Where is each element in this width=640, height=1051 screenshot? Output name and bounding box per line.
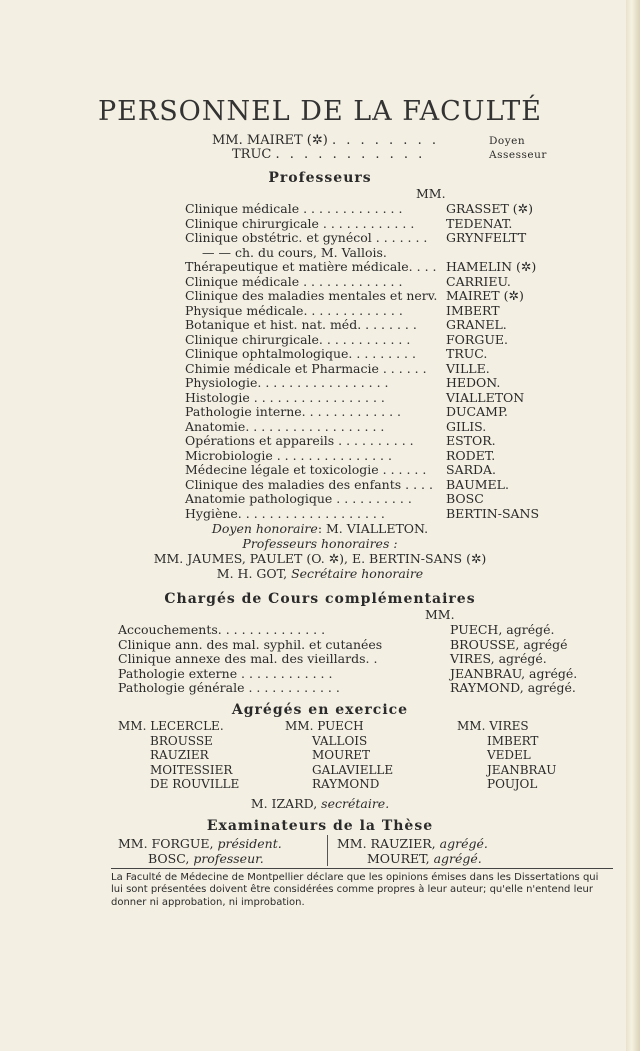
professeur-row <box>185 317 615 332</box>
professor-name: IMBERT <box>446 302 500 318</box>
examinateur-left-1 <box>118 836 282 851</box>
course-label: Pathologie générale . . . . . . . . . . . . <box>118 680 340 695</box>
professeur-row <box>185 361 615 376</box>
professeur-row <box>185 259 615 274</box>
agreges-secretaire-role: secrétaire. <box>321 796 390 811</box>
agrege-name: VALLOIS <box>312 733 368 748</box>
agrege-name: MM. PUECH <box>285 719 364 733</box>
professeurs-heading: Professeurs <box>268 170 372 186</box>
agreges-column-1 <box>118 719 239 792</box>
dean-dots: . . . . . . . . <box>331 133 439 148</box>
charges-mm: MM. <box>425 607 455 622</box>
professeurs-honoraires-label: Professeurs honoraires : <box>242 536 398 551</box>
agreges-secretaire-name: M. IZARD, <box>250 796 318 811</box>
professor-name: GRASSET (✲) <box>446 201 533 216</box>
agrege-name: DE ROUVILLE <box>150 777 240 792</box>
assessor-row <box>232 147 425 162</box>
chair-label: Histologie . . . . . . . . . . . . . . . . . <box>185 389 385 405</box>
agrege-name: JEANBRAU <box>487 762 557 777</box>
professeur-row <box>185 404 615 419</box>
secretaire-honoraire <box>0 566 640 581</box>
agreges-secretaire <box>0 796 640 811</box>
professeur-row <box>185 245 615 260</box>
professeur-row <box>185 303 615 318</box>
chair-label: Clinique médicale . . . . . . . . . . . . . <box>185 201 403 216</box>
professor-name: GRYNFELTT <box>446 230 527 245</box>
examinateur-role: président. <box>217 836 282 851</box>
professor-name: MAIRET (✲) <box>446 288 524 303</box>
professor-name: BERTIN-SANS <box>446 505 540 521</box>
charges-heading: Chargés de Cours complémentaires <box>164 591 476 607</box>
examinateur-name: MM. FORGUE, <box>118 836 214 851</box>
agrege-name: RAYMOND <box>312 777 380 792</box>
charge-row <box>118 637 628 652</box>
course-label: Accouchements. . . . . . . . . . . . . . <box>118 622 326 637</box>
professor-name: TRUC. <box>446 346 488 361</box>
examinateurs-divider <box>327 835 328 866</box>
chair-label: Clinique des maladies mentales et nerv. <box>185 288 438 303</box>
chair-label: Clinique chirurgicale . . . . . . . . . . . . <box>185 215 415 231</box>
professeur-row <box>185 462 615 477</box>
lecturer-name: JEANBRAU, agrégé. <box>450 665 578 681</box>
faculty-disclaimer: La Faculté de Médecine de Montpellier déclare que les opinions émises dans les Dissertations qui lui sont présentées doivent être considérées comme propres à leur auteur; qu'elle n'entend leur donner ni approbation, ni improbation. <box>111 872 599 908</box>
assessor-role: Assesseur <box>489 149 547 161</box>
agrege-name: POUJOL <box>487 777 538 792</box>
assessor-dots: . . . . . . . . . . . <box>275 147 426 162</box>
chair-label: Physiologie. . . . . . . . . . . . . . . . . <box>185 375 389 390</box>
chair-label: Microbiologie . . . . . . . . . . . . . . . <box>185 447 392 463</box>
professor-name: SARDA. <box>446 462 497 477</box>
professor-name: ESTOR. <box>446 433 496 448</box>
chair-label: Clinique médicale . . . . . . . . . . . . . <box>185 273 403 289</box>
professeur-row <box>185 491 615 506</box>
agreges-column-3 <box>457 719 556 792</box>
agrege-name: MM. LECERCLE. <box>118 719 224 733</box>
professeurs-mm: MM. <box>416 186 446 201</box>
chair-label: Botanique et hist. nat. méd. . . . . . . . <box>185 317 417 332</box>
professeur-row <box>185 288 615 303</box>
charge-row <box>118 680 628 695</box>
dean-role: Doyen <box>489 135 526 147</box>
secretaire-honoraire-role: Secrétaire honoraire <box>291 566 424 581</box>
professeur-row <box>185 274 615 289</box>
assessor-name: TRUC <box>232 147 272 162</box>
professeur-row <box>185 477 615 492</box>
professeur-row <box>185 375 615 390</box>
chair-label: Clinique des maladies des enfants . . . . <box>185 476 433 492</box>
professeur-row <box>185 216 615 231</box>
professeur-row <box>185 201 615 216</box>
charge-row <box>118 651 628 666</box>
professeur-row <box>185 448 615 463</box>
chair-label: Chimie médicale et Pharmacie . . . . . . <box>185 360 427 376</box>
examinateur-right-1 <box>337 836 488 851</box>
professeur-row <box>185 433 615 448</box>
professeur-row <box>185 390 615 405</box>
dean-name: MM. MAIRET (✲) <box>212 133 328 148</box>
examinateur-name: MOURET, <box>367 851 430 866</box>
agrege-name: RAUZIER <box>150 748 209 763</box>
chair-label: — — ch. du cours, M. Vallois. <box>202 244 387 260</box>
examinateur-left-2 <box>148 851 264 866</box>
professeur-row <box>185 230 615 245</box>
lecturer-name: RAYMOND, agrégé. <box>450 680 576 695</box>
examinateur-name: BOSC, <box>148 851 190 866</box>
agrege-name: MOURET <box>312 748 371 763</box>
agrege-name: IMBERT <box>487 733 539 748</box>
doyen-honoraire <box>0 521 640 536</box>
chair-label: Opérations et appareils . . . . . . . . . . <box>185 433 414 448</box>
examinateur-name: MM. RAUZIER, <box>337 836 436 851</box>
course-label: Clinique ann. des mal. syphil. et cutanées <box>118 636 383 652</box>
professor-name: FORGUE. <box>446 331 508 347</box>
professor-name: TEDENAT. <box>446 215 513 231</box>
lecturer-name: PUECH, agrégé. <box>450 622 555 637</box>
chair-label: Clinique obstétric. et gynécol . . . . . . . <box>185 230 428 245</box>
chair-label: Médecine légale et toxicologie . . . . . . <box>185 462 427 477</box>
professor-name: GRANEL. <box>446 317 507 332</box>
chair-label: Anatomie. . . . . . . . . . . . . . . . . . <box>185 418 385 434</box>
footer-rule <box>111 868 613 869</box>
chair-label: Clinique ophtalmologique. . . . . . . . . <box>185 346 416 361</box>
professeur-row <box>185 332 615 347</box>
professor-name: BAUMEL. <box>446 476 509 492</box>
professor-name: HAMELIN (✲) <box>446 259 537 274</box>
agrege-name: GALAVIELLE <box>312 762 394 777</box>
agrege-name: MOITESSIER <box>150 762 233 777</box>
course-label: Pathologie externe . . . . . . . . . . . . <box>118 665 333 681</box>
chair-label: Hygiène. . . . . . . . . . . . . . . . . . . <box>185 505 385 521</box>
charge-row <box>118 666 628 681</box>
examinateur-role: professeur. <box>193 851 264 866</box>
dean-row <box>212 133 439 148</box>
agrege-name: VEDEL <box>487 748 531 763</box>
agreges-heading: Agrégés en exercice <box>231 702 409 718</box>
lecturer-name: VIRES, agrégé. <box>450 651 547 666</box>
course-label: Clinique annexe des mal. des vieillards. . <box>118 651 378 666</box>
chair-label: Thérapeutique et matière médicale. . . . <box>185 259 437 274</box>
agrege-name: BROUSSE <box>150 733 213 748</box>
chair-label: Physique médicale. . . . . . . . . . . . . <box>185 302 403 318</box>
examinateurs-heading: Examinateurs de la Thèse <box>206 818 434 834</box>
chair-label: Anatomie pathologique . . . . . . . . . . <box>185 491 412 506</box>
doyen-honoraire-label: Doyen honoraire <box>211 521 318 536</box>
secretaire-honoraire-name: M. H. GOT, <box>216 566 288 581</box>
professor-name: CARRIEU. <box>446 273 511 289</box>
professor-name: HEDON. <box>446 375 501 390</box>
charge-row <box>118 622 628 637</box>
professeur-row <box>185 506 615 521</box>
professor-name: GILIS. <box>446 418 487 434</box>
professor-name: VIALLETON <box>446 389 525 405</box>
examinateur-role: agrégé. <box>439 836 488 851</box>
examinateur-role: agrégé. <box>433 851 482 866</box>
professor-name: VILLE. <box>446 360 490 376</box>
doyen-honoraire-name: : M. VIALLETON. <box>317 521 429 536</box>
chair-label: Pathologie interne. . . . . . . . . . . . . <box>185 404 402 419</box>
agrege-name: MM. VIRES <box>457 719 529 733</box>
professor-name: BOSC <box>446 491 484 506</box>
examinateur-right-2 <box>367 851 482 866</box>
professor-name: RODET. <box>446 447 496 463</box>
chair-label: Clinique chirurgicale. . . . . . . . . . . . <box>185 331 411 347</box>
professeurs-honoraires-names: MM. JAUMES, PAULET (O. ✲), E. BERTIN-SANS (✲) <box>153 551 487 566</box>
professeur-row <box>185 419 615 434</box>
lecturer-name: BROUSSE, agrégé <box>450 636 568 652</box>
page-title: PERSONNEL DE LA FACULTÉ <box>97 96 542 127</box>
professor-name: DUCAMP. <box>446 404 508 419</box>
agreges-column-2 <box>285 719 393 792</box>
professeur-row <box>185 346 615 361</box>
